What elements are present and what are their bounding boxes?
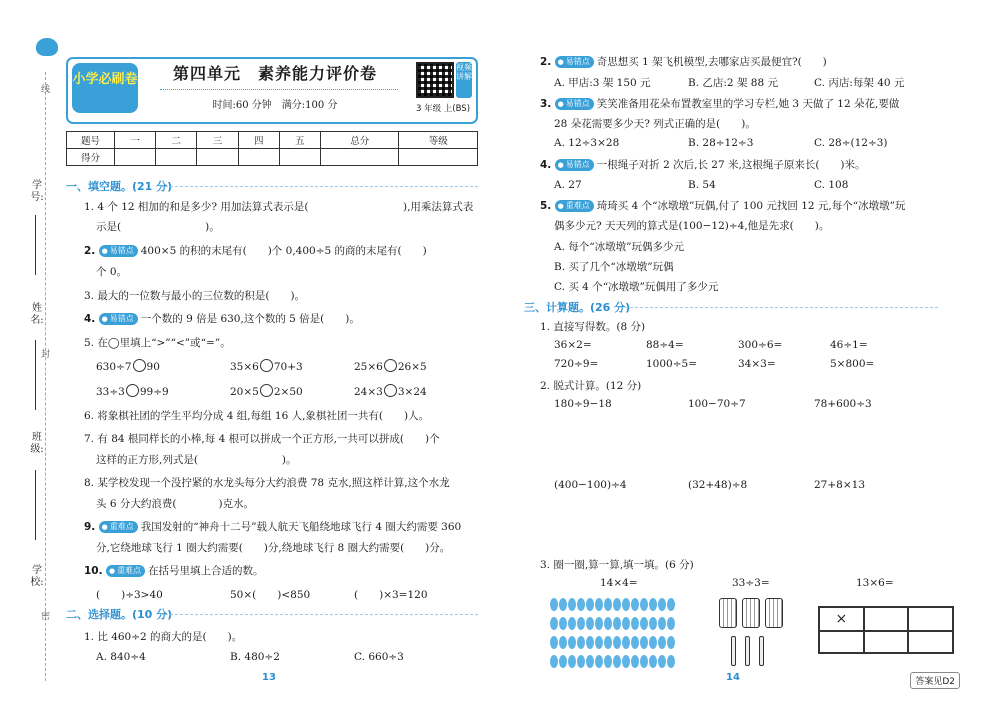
- step-calc: 100−70÷7: [688, 398, 746, 410]
- option-b[interactable]: B. 28÷12÷3: [688, 137, 754, 149]
- question-1-8-cont: 头 6 分大约浪费( )克水。: [96, 498, 255, 510]
- bead-icon: [658, 617, 666, 630]
- question-3-1: 1. 直接写得数。(8 分): [540, 321, 646, 333]
- score-table-score-row: 得分: [67, 149, 478, 166]
- calc-item: 5×800=: [830, 358, 875, 370]
- step-calc: 180÷9−18: [554, 398, 612, 410]
- compare-row-1b: 35×6 70+3: [230, 361, 303, 373]
- question-1-4: 4. ● 易错点 一个数的 9 倍是 630,这个数的 5 倍是( )。: [84, 311, 360, 326]
- bead-icon: [622, 636, 630, 649]
- question-1-7-cont: 这样的正方形,列式是( )。: [96, 454, 297, 466]
- question-2-5-cont: 偶多少元? 天天列的算式是(100−12)÷4,他是先求( )。: [554, 220, 830, 232]
- question-2-1: 1. 比 460÷2 的商大的是( )。: [84, 631, 243, 643]
- bead-icon: [604, 598, 612, 611]
- stick-bundle: [765, 598, 783, 628]
- bead-icon: [550, 617, 558, 630]
- margin-name-label: 姓名:: [30, 303, 44, 326]
- bead-icon: [577, 636, 585, 649]
- video-explain-tag: 视频讲解: [456, 62, 472, 98]
- bead-icon: [577, 617, 585, 630]
- bead-icon: [649, 598, 657, 611]
- compare-row-2b: 20×5 2×50: [230, 386, 303, 398]
- option-a[interactable]: A. 12÷3×28: [554, 137, 620, 149]
- question-1-2: 2. ● 易错点 400×5 的积的末尾有( )个 0,400÷5 的商的末尾有( ): [84, 243, 427, 258]
- bead-icon: [568, 617, 576, 630]
- multiplication-grid[interactable]: [818, 606, 954, 654]
- page-number-left: 13: [262, 672, 276, 683]
- bead-icon: [658, 636, 666, 649]
- question-2-4: 4. ● 易错点 一根绳子对折 2 次后,长 27 米,这根绳子原来长( )米。: [540, 157, 866, 172]
- question-2-2: 2. ● 易错点 奇思想买 1 架飞机模型,去哪家店买最便宜?( ): [540, 54, 827, 69]
- section-rule: [160, 186, 478, 187]
- exam-meta: 时间:60 分钟 满分:100 分: [212, 100, 338, 111]
- question-3-3: 3. 圈一圈,算一算,填一填。(6 分): [540, 559, 694, 571]
- bead-icon: [658, 655, 666, 668]
- binding-line: [45, 72, 46, 681]
- compare-row-1: 630÷7 90: [96, 361, 160, 373]
- calc-item: 46÷1=: [830, 339, 868, 351]
- calc-item: 1000÷5=: [646, 358, 697, 370]
- question-1-10: 10. ● 重难点 在括号里填上合适的数。: [84, 563, 264, 578]
- grid-cell: ×: [819, 607, 864, 631]
- question-1-6: 6. 将象棋社团的学生平均分成 4 组,每组 16 人,象棋社团一共有( )人。: [84, 410, 430, 422]
- score-cell[interactable]: [279, 149, 320, 166]
- bead-icon: [559, 598, 567, 611]
- key-difficulty-tag: ● 重难点: [99, 521, 138, 533]
- option-b[interactable]: B. 买了几个“冰墩墩”玩偶: [554, 261, 674, 273]
- option-b[interactable]: B. 54: [688, 179, 716, 191]
- margin-school-label: 学校:: [30, 565, 44, 588]
- bead-icon: [658, 598, 666, 611]
- calc-item: 34×3=: [738, 358, 776, 370]
- compare-row-1c: 25×6 26×5: [354, 361, 427, 373]
- single-stick: [731, 636, 736, 666]
- section-fill-blank-title: 一、填空题。(21 分): [66, 180, 173, 193]
- option-a[interactable]: A. 甲店:3 架 150 元: [554, 77, 651, 89]
- error-prone-tag: ● 易错点: [555, 56, 594, 68]
- option-b[interactable]: B. 480÷2: [230, 651, 280, 663]
- score-cell[interactable]: [156, 149, 197, 166]
- bead-icon: [577, 655, 585, 668]
- option-a[interactable]: A. 27: [554, 179, 582, 191]
- name-blank: [35, 340, 36, 410]
- question-1-9: 9. ● 重难点 我国发射的“神舟十二号”载人航天飞船绕地球飞行 4 圈大约需要 360: [84, 519, 461, 534]
- grid-cell[interactable]: [864, 607, 909, 631]
- step-calc: (32+48)÷8: [688, 479, 748, 491]
- option-b[interactable]: B. 乙店:2 架 88 元: [688, 77, 778, 89]
- compare-circle[interactable]: [133, 359, 146, 372]
- bead-icon: [595, 636, 603, 649]
- question-1-2-cont: 个 0。: [96, 266, 128, 278]
- qr-code-icon[interactable]: [416, 62, 454, 98]
- series-badge: 小学必刷卷: [72, 63, 138, 113]
- error-prone-tag: ● 易错点: [555, 98, 594, 110]
- score-table: [66, 131, 478, 166]
- student-id-blank: [35, 215, 36, 275]
- bead-icon: [595, 617, 603, 630]
- question-1-8: 8. 某学校发现一个没拧紧的水龙头每分大约浪费 78 克水,照这样计算,这个水龙: [84, 477, 450, 489]
- bead-icon: [550, 655, 558, 668]
- bead-icon: [631, 655, 639, 668]
- grid-cell[interactable]: [864, 631, 909, 653]
- compare-circle[interactable]: [260, 384, 273, 397]
- score-table-header-row: 题号 一 二 三 四 五 总分 等级: [67, 132, 478, 149]
- error-prone-tag: ● 易错点: [555, 159, 594, 171]
- calc-item: 88÷4=: [646, 339, 684, 351]
- error-prone-tag: ● 易错点: [99, 313, 138, 325]
- margin-student-id-label: 学号:: [30, 180, 44, 203]
- picture-calc-label: 14×4=: [600, 577, 638, 589]
- answer-reference: 答案见D2: [910, 672, 960, 689]
- score-cell[interactable]: [321, 149, 399, 166]
- key-difficulty-tag: ● 重难点: [106, 565, 145, 577]
- bead-icon: [577, 598, 585, 611]
- bead-icon: [631, 617, 639, 630]
- bead-icon: [640, 617, 648, 630]
- compare-row-2c: 24×3 3×24: [354, 386, 427, 398]
- class-blank: [35, 470, 36, 540]
- margin-seal-mark: 封: [41, 350, 51, 360]
- bead-icon: [667, 636, 675, 649]
- bead-icon: [586, 598, 594, 611]
- bead-icon: [613, 655, 621, 668]
- section-rule: [620, 307, 938, 308]
- bead-icon: [622, 598, 630, 611]
- fill-row-c: ( )×3=120: [354, 589, 428, 601]
- question-3-2: 2. 脱式计算。(12 分): [540, 380, 642, 392]
- single-stick: [745, 636, 750, 666]
- compare-circle[interactable]: [126, 384, 139, 397]
- question-2-5: 5. ● 重难点 琦琦买 4 个“冰墩墩”玩偶,付了 100 元找回 12 元,每个“冰墩墩”玩: [540, 198, 906, 213]
- bead-icon: [622, 655, 630, 668]
- page-number-right: 14: [726, 672, 740, 683]
- option-a[interactable]: A. 840÷4: [96, 651, 146, 663]
- option-c[interactable]: C. 28÷(12÷3): [814, 137, 888, 149]
- question-2-3-cont: 28 朵花需要多少天? 列式正确的是( )。: [554, 118, 756, 130]
- grid-cell[interactable]: [819, 631, 864, 653]
- option-c[interactable]: C. 108: [814, 179, 849, 191]
- question-1-1-cont: 示是( )。: [96, 221, 220, 233]
- compare-row-2: 33÷3 99÷9: [96, 386, 169, 398]
- bead-icon: [667, 655, 675, 668]
- question-2-3: 3. ● 易错点 笑笑准备用花朵布置教室里的学习专栏,她 3 天做了 12 朵花,要做: [540, 96, 899, 111]
- stick-bundle: [742, 598, 760, 628]
- grid-cell[interactable]: [908, 607, 953, 631]
- bead-icon: [649, 636, 657, 649]
- section-calc-title: 三、计算题。(26 分): [524, 301, 631, 314]
- bead-icon: [595, 655, 603, 668]
- compare-circle[interactable]: [384, 359, 397, 372]
- single-stick: [759, 636, 764, 666]
- bead-icon: [640, 655, 648, 668]
- step-calc: (400−100)÷4: [554, 479, 627, 491]
- score-cell[interactable]: [197, 149, 238, 166]
- bead-icon: [568, 598, 576, 611]
- error-prone-tag: ● 易错点: [99, 245, 138, 257]
- bead-icon: [586, 655, 594, 668]
- bead-icon: [640, 598, 648, 611]
- score-cell[interactable]: [399, 149, 478, 166]
- bead-icon: [559, 655, 567, 668]
- grid-cell[interactable]: [908, 631, 953, 653]
- bead-icon: [568, 636, 576, 649]
- bead-icon: [667, 598, 675, 611]
- stick-bundle: [719, 598, 737, 628]
- bead-icon: [568, 655, 576, 668]
- margin-class-label: 班级:: [30, 432, 44, 455]
- bead-icon: [559, 636, 567, 649]
- key-difficulty-tag: ● 重难点: [555, 200, 594, 212]
- fill-row-b: 50×( )<850: [230, 589, 311, 601]
- option-c[interactable]: C. 买 4 个“冰墩墩”玩偶用了多少元: [554, 281, 719, 293]
- bead-array[interactable]: [550, 598, 678, 674]
- exam-title: 第四单元 素养能力评价卷: [172, 64, 377, 83]
- section-rule: [160, 614, 478, 615]
- option-a[interactable]: A. 每个“冰墩墩”玩偶多少元: [554, 241, 684, 253]
- bead-icon: [667, 617, 675, 630]
- bead-icon: [586, 636, 594, 649]
- option-c[interactable]: C. 丙店:每架 40 元: [814, 77, 905, 89]
- step-calc: 27+8×13: [814, 479, 865, 491]
- score-cell[interactable]: [238, 149, 279, 166]
- grade-label: 3 年级 上(BS): [415, 104, 471, 114]
- bead-icon: [586, 617, 594, 630]
- bead-icon: [613, 598, 621, 611]
- bead-icon: [640, 636, 648, 649]
- bead-icon: [631, 598, 639, 611]
- question-1-1: 1. 4 个 12 相加的和是多少? 用加法算式表示是( ),用乘法算式表: [84, 201, 474, 213]
- bead-icon: [559, 617, 567, 630]
- bead-icon: [631, 636, 639, 649]
- bead-icon: [550, 598, 558, 611]
- bead-icon: [613, 617, 621, 630]
- question-1-3: 3. 最大的一位数与最小的三位数的积是( )。: [84, 290, 306, 302]
- section-choice-title: 二、选择题。(10 分): [66, 608, 173, 621]
- question-1-5: 5. 在◯里填上“>”“<”或“=”。: [84, 337, 231, 349]
- bead-icon: [550, 636, 558, 649]
- calc-item: 36×2=: [554, 339, 592, 351]
- calc-item: 300÷6=: [738, 339, 783, 351]
- score-cell[interactable]: [115, 149, 156, 166]
- bead-icon: [649, 617, 657, 630]
- fill-row-a: ( )÷3>40: [96, 589, 163, 601]
- calc-item: 720÷9=: [554, 358, 599, 370]
- bead-icon: [622, 617, 630, 630]
- bead-icon: [595, 598, 603, 611]
- picture-calc-label: 13×6=: [856, 577, 894, 589]
- title-divider: [160, 89, 398, 90]
- compare-circle[interactable]: [260, 359, 273, 372]
- question-1-9-cont: 分,它绕地球飞行 1 圈大约需要( )分,绕地球飞行 8 圈大约需要( )分。: [96, 542, 451, 554]
- bead-icon: [604, 636, 612, 649]
- bead-icon: [613, 636, 621, 649]
- mascot-logo: [36, 38, 58, 56]
- bead-icon: [604, 617, 612, 630]
- question-1-7: 7. 有 84 根同样长的小棒,每 4 根可以拼成一个正方形,一共可以拼成( )个: [84, 433, 440, 445]
- picture-calc-label: 33÷3=: [732, 577, 770, 589]
- margin-line-mark: 线: [41, 85, 51, 95]
- bead-icon: [649, 655, 657, 668]
- step-calc: 78+600÷3: [814, 398, 872, 410]
- compare-circle[interactable]: [384, 384, 397, 397]
- option-c[interactable]: C. 660÷3: [354, 651, 404, 663]
- bead-icon: [604, 655, 612, 668]
- margin-secret-mark: 密: [41, 612, 51, 622]
